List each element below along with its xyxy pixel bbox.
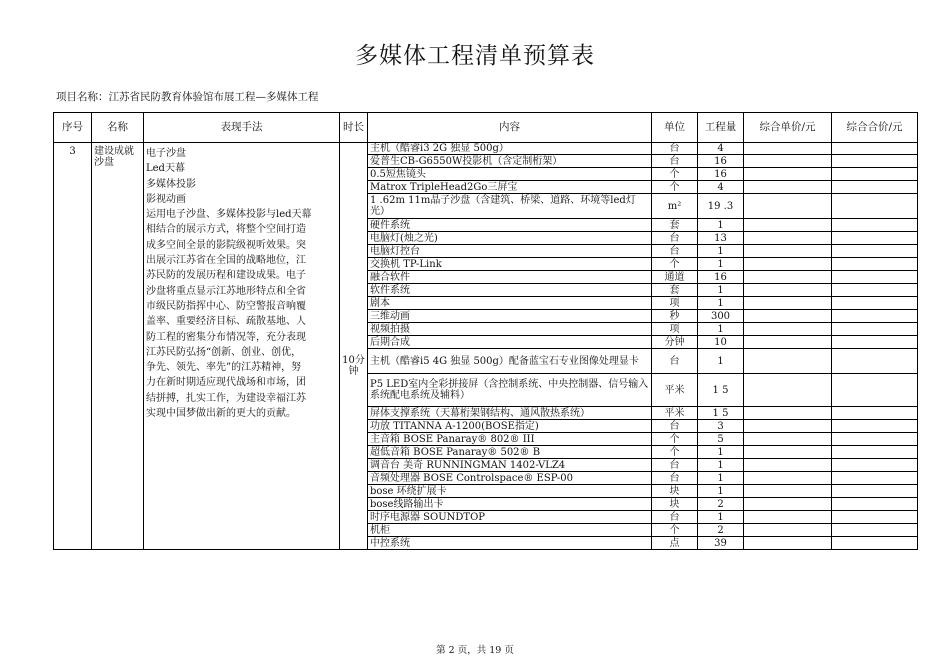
method-line: 争先、领先、率先”的江苏精神，努 [146, 362, 302, 374]
content-cell: 三维动画 [368, 310, 652, 323]
quantity-cell: 1 [698, 284, 744, 297]
quantity-cell: 16 [698, 271, 744, 284]
method-line: 影视动画 [146, 193, 186, 205]
content-cell: 超低音箱 BOSE Panaray® 502® B [368, 446, 652, 459]
method-line: Led天幕 [146, 163, 185, 175]
section-method [144, 143, 340, 550]
method-line: 出展示江苏省在全国的战略地位，江 [146, 255, 306, 267]
quantity-cell: 1 [698, 472, 744, 485]
content-cell: 剧本 [368, 297, 652, 310]
content-cell: 中控系统 [368, 537, 652, 550]
header-name: 名称 [92, 113, 144, 143]
unit-price-cell [744, 433, 832, 446]
unit-cell: 块 [652, 498, 698, 511]
unit-price-cell [744, 232, 832, 245]
unit-cell: 台 [652, 511, 698, 524]
unit-cell: 台 [652, 472, 698, 485]
section-index: 3 [54, 143, 92, 550]
content-cell: 爱普生CB-G6550W投影机（含定制桁架） [368, 155, 652, 168]
quantity-cell: 3 [698, 420, 744, 433]
unit-price-cell [744, 524, 832, 537]
quantity-cell: 13 [698, 232, 744, 245]
quantity-cell: 1 [698, 511, 744, 524]
table-body [54, 143, 918, 550]
quantity-cell: 16 [698, 155, 744, 168]
content-cell: 电脑灯控台 [368, 245, 652, 258]
quantity-cell: 1 [698, 258, 744, 271]
content-cell: bose 环绕扩展卡 [368, 485, 652, 498]
total-price-cell [832, 524, 918, 537]
content-cell: 交换机 TP-Link [368, 258, 652, 271]
page-footer: 第 2 页，共 19 页 [436, 645, 514, 656]
quantity-cell: 2 [698, 498, 744, 511]
total-price-cell [832, 310, 918, 323]
total-price-cell [832, 245, 918, 258]
content-cell: P5 LED室内全彩拼接屏（含控制系统、中央控制器、信号输入系统配电系统及辅料） [368, 374, 652, 407]
content-cell: 0.5短焦镜头 [368, 168, 652, 181]
method-line: 多媒体投影 [146, 178, 196, 190]
unit-price-cell [744, 323, 832, 336]
content-cell: 功放 TITANNA A-1200(BOSE指定) [368, 420, 652, 433]
total-price-cell [832, 349, 918, 374]
unit-cell: 分钟 [652, 336, 698, 349]
unit-cell: 个 [652, 258, 698, 271]
quantity-cell: 39 [698, 537, 744, 550]
method-line: 防工程的密集分布情况等，充分表现 [146, 331, 306, 343]
unit-price-cell [744, 374, 832, 407]
unit-cell: 通道 [652, 271, 698, 284]
content-cell: 主机（酷睿i3 2G 独显 500g） [368, 143, 652, 155]
unit-cell: 套 [652, 219, 698, 232]
quantity-cell: 300 [698, 310, 744, 323]
unit-cell: 个 [652, 168, 698, 181]
unit-price-cell [744, 420, 832, 433]
content-cell: Matrox TripleHead2Go三屏宝 [368, 181, 652, 194]
unit-price-cell [744, 472, 832, 485]
unit-cell: 个 [652, 181, 698, 194]
content-cell: 电脑灯(烛之光) [368, 232, 652, 245]
unit-price-cell [744, 219, 832, 232]
quantity-cell: 1 [698, 323, 744, 336]
unit-cell: 项 [652, 323, 698, 336]
total-price-cell [832, 155, 918, 168]
total-price-cell [832, 374, 918, 407]
header-index: 序号 [54, 113, 92, 143]
total-price-cell [832, 433, 918, 446]
unit-cell: 套 [652, 284, 698, 297]
unit-cell: 台 [652, 245, 698, 258]
method-line: 运用电子沙盘、多媒体投影与led天幕 [146, 209, 312, 221]
total-price-cell [832, 511, 918, 524]
header-duration: 时长 [340, 113, 368, 143]
total-price-cell [832, 485, 918, 498]
total-price-cell [832, 446, 918, 459]
quantity-cell: 4 [698, 143, 744, 155]
unit-price-cell [744, 155, 832, 168]
unit-cell: 个 [652, 524, 698, 537]
unit-cell: 秒 [652, 310, 698, 323]
unit-price-cell [744, 181, 832, 194]
content-cell: 主机（酷睿i5 4G 独显 500g）配备蓝宝石专业图像处理显卡 [368, 349, 652, 374]
unit-price-cell [744, 271, 832, 284]
unit-cell: 个 [652, 433, 698, 446]
content-cell: 主音箱 BOSE Panaray® 802® III [368, 433, 652, 446]
method-line: 相结合的展示方式，将整个空间打造 [146, 224, 306, 236]
method-line: 市级民防指挥中心、防空警报音响覆 [146, 300, 306, 312]
unit-cell: 个 [652, 446, 698, 459]
total-price-cell [832, 297, 918, 310]
header-content: 内容 [368, 113, 652, 143]
section-duration: 10分钟 [340, 143, 368, 550]
content-cell: 融合软件 [368, 271, 652, 284]
quantity-cell: 5 [698, 433, 744, 446]
method-line: 江苏民防弘扬“创新、创业、创优， [146, 346, 302, 358]
unit-cell: 台 [652, 232, 698, 245]
unit-price-cell [744, 407, 832, 420]
content-cell: 硬件系统 [368, 219, 652, 232]
unit-price-cell [744, 297, 832, 310]
unit-price-cell [744, 194, 832, 219]
quantity-cell: 1 5 [698, 407, 744, 420]
unit-cell: 台 [652, 420, 698, 433]
unit-cell: 台 [652, 143, 698, 155]
method-line: 成多空间全景的影院级视听效果。突 [146, 239, 306, 251]
unit-price-cell [744, 485, 832, 498]
quantity-cell: 1 [698, 349, 744, 374]
unit-cell: 块 [652, 485, 698, 498]
header-method: 表现手法 [144, 113, 340, 143]
unit-cell: m² [652, 194, 698, 219]
total-price-cell [832, 168, 918, 181]
content-cell: 调音台 美奇 RUNNINGMAN 1402-VLZ4 [368, 459, 652, 472]
quantity-cell: 1 [698, 245, 744, 258]
method-line: 电子沙盘 [146, 148, 186, 159]
unit-cell: 项 [652, 297, 698, 310]
quantity-cell: 2 [698, 524, 744, 537]
total-price-cell [832, 537, 918, 550]
method-line: 沙盘将重点显示江苏地形特点和全省 [146, 285, 306, 297]
total-price-cell [832, 284, 918, 297]
content-cell: 视频拍摄 [368, 323, 652, 336]
total-price-cell [832, 459, 918, 472]
unit-price-cell [744, 310, 832, 323]
total-price-cell [832, 258, 918, 271]
total-price-cell [832, 194, 918, 219]
unit-price-cell [744, 143, 832, 155]
content-cell: 机柜 [368, 524, 652, 537]
total-price-cell [832, 472, 918, 485]
header-row [54, 113, 918, 143]
content-cell: 音频处理器 BOSE Controlspace® ESP-00 [368, 472, 652, 485]
total-price-cell [832, 420, 918, 433]
header-unit: 单位 [652, 113, 698, 143]
content-cell: 1 .62m 11m晶子沙盘（含建筑、桥梁、道路、环境等led灯光） [368, 194, 652, 219]
total-price-cell [832, 219, 918, 232]
table-row [54, 143, 918, 155]
method-line: 结拼搏，扎实工作，为建设幸福江苏 [146, 392, 306, 404]
unit-price-cell [744, 258, 832, 271]
method-line: 苏民防的发展历程和建设成果。电子 [146, 270, 306, 282]
unit-price-cell [744, 336, 832, 349]
header-total-price: 综合合价/元 [832, 113, 918, 143]
unit-price-cell [744, 511, 832, 524]
total-price-cell [832, 336, 918, 349]
header-quantity: 工程量 [698, 113, 744, 143]
total-price-cell [832, 498, 918, 511]
total-price-cell [832, 232, 918, 245]
quantity-cell: 1 [698, 297, 744, 310]
unit-cell: 平米 [652, 407, 698, 420]
method-line: 实现中国梦做出新的更大的贡献。 [146, 408, 296, 420]
unit-price-cell [744, 459, 832, 472]
header-unit-price: 综合单价/元 [744, 113, 832, 143]
quantity-cell: 1 [698, 446, 744, 459]
quantity-cell: 19 .3 [698, 194, 744, 219]
quantity-cell: 10 [698, 336, 744, 349]
document-title: 多媒体工程清单预算表 [355, 43, 595, 69]
unit-cell: 台 [652, 459, 698, 472]
quantity-cell: 16 [698, 168, 744, 181]
unit-price-cell [744, 168, 832, 181]
unit-price-cell [744, 537, 832, 550]
content-cell: 后期合成 [368, 336, 652, 349]
section-name: 建设成就沙盘 [92, 143, 144, 550]
total-price-cell [832, 323, 918, 336]
total-price-cell [832, 407, 918, 420]
unit-price-cell [744, 446, 832, 459]
method-line: 力在新时期适应现代战场和市场，团 [146, 377, 306, 389]
unit-price-cell [744, 349, 832, 374]
quantity-cell: 1 5 [698, 374, 744, 407]
budget-table [53, 112, 918, 550]
unit-price-cell [744, 284, 832, 297]
unit-price-cell [744, 245, 832, 258]
unit-cell: 点 [652, 537, 698, 550]
content-cell: 时序电源器 SOUNDTOP [368, 511, 652, 524]
content-cell: bose线路输出卡 [368, 498, 652, 511]
unit-cell: 台 [652, 155, 698, 168]
quantity-cell: 1 [698, 219, 744, 232]
quantity-cell: 4 [698, 181, 744, 194]
project-name: 项目名称：江苏省民防教育体验馆布展工程—多媒体工程 [56, 91, 319, 103]
content-cell: 软件系统 [368, 284, 652, 297]
quantity-cell: 1 [698, 485, 744, 498]
quantity-cell: 1 [698, 459, 744, 472]
unit-cell: 台 [652, 349, 698, 374]
total-price-cell [832, 143, 918, 155]
content-cell: 屏体支撑系统（天幕桁架钢结构、通风散热系统） [368, 407, 652, 420]
method-line: 盖率、重要经济目标、疏散基地、人 [146, 316, 306, 328]
total-price-cell [832, 181, 918, 194]
total-price-cell [832, 271, 918, 284]
unit-price-cell [744, 498, 832, 511]
unit-cell: 平米 [652, 374, 698, 407]
